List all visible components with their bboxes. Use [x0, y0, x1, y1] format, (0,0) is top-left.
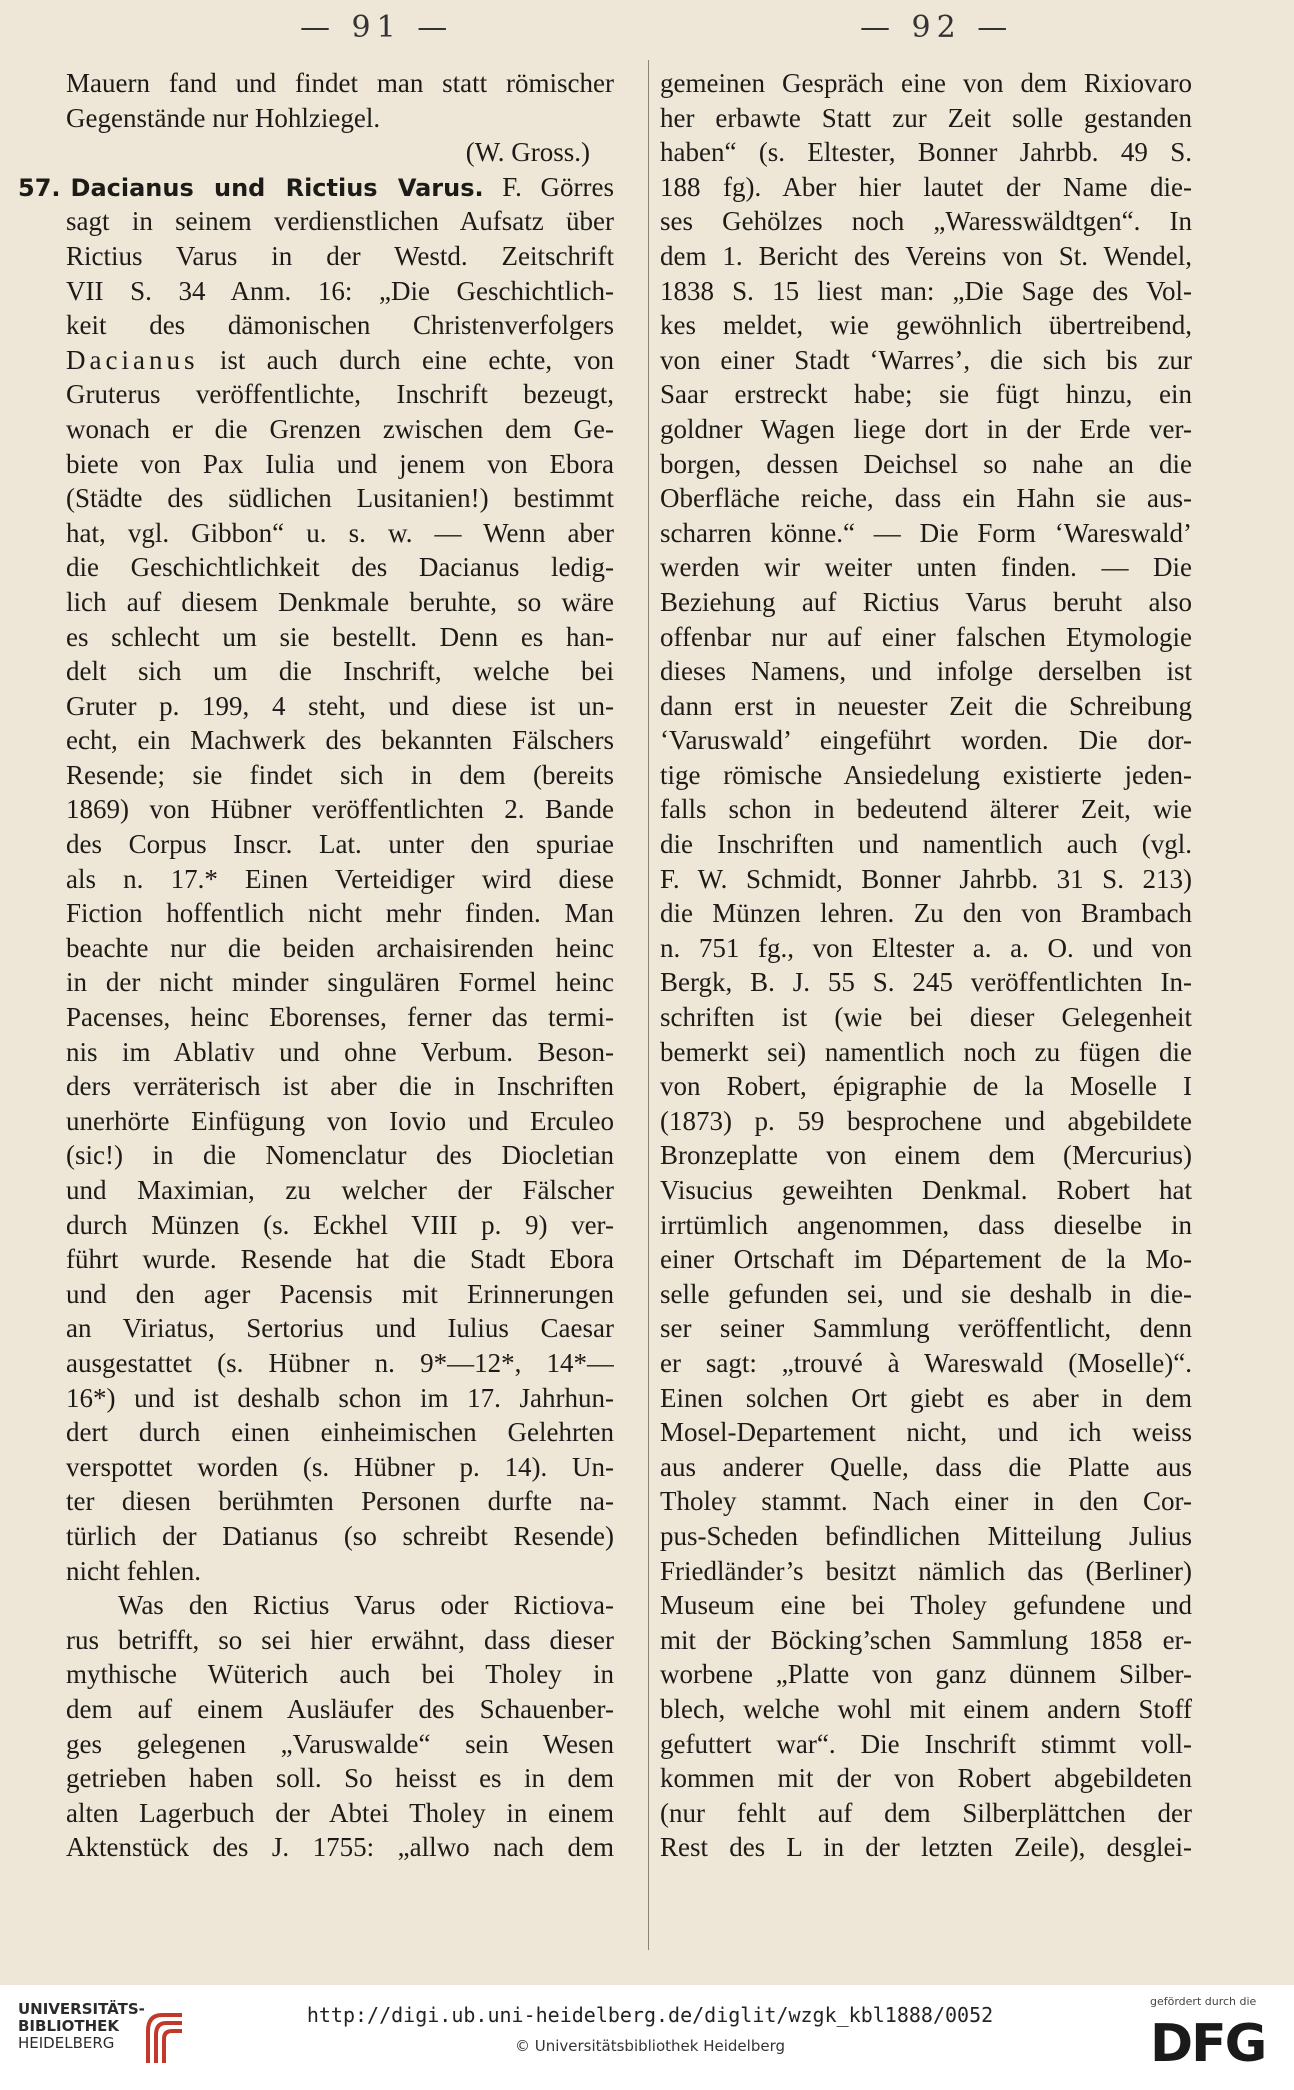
text-line: [66, 101, 614, 136]
line-text: die Inschriften und namentlich auch (vgl.: [660, 829, 1192, 860]
text-line: [66, 1346, 614, 1381]
line-text: n. 751 fg., von Eltester a. a. O. und von: [660, 932, 1192, 963]
line-text: nicht fehlen.: [66, 1555, 201, 1586]
library-emblem-icon: [138, 2001, 194, 2071]
line-text: Fiction hoffentlich nicht mehr finden. Man: [66, 898, 614, 929]
text-line: [660, 412, 1192, 447]
line-text: (nur fehlt auf dem Silberplättchen der: [660, 1797, 1192, 1828]
line-text: aus anderer Quelle, dass die Platte aus: [660, 1451, 1192, 1482]
line-text: unerhörte Einfügung von Iovio und Erculeo: [66, 1105, 614, 1136]
text-line: [66, 1381, 614, 1416]
line-text: Beziehung auf Rictius Varus beruht also: [660, 586, 1192, 617]
text-line: [660, 723, 1192, 758]
line-text: Gruter p. 199, 4 steht, und diese ist un-: [66, 690, 614, 721]
text-line: [660, 654, 1192, 689]
line-text: ses Gehölzes noch „Waresswäldtgen“. In: [660, 206, 1192, 237]
line-text: von Robert, épigraphie de la Moselle I: [660, 1071, 1192, 1102]
line-text: kes meldet, wie gewöhnlich übertreibend,: [660, 310, 1192, 341]
text-line: [66, 1727, 614, 1762]
line-text: mit der Böcking’schen Sammlung 1858 er-: [660, 1624, 1192, 1655]
line-text: dert durch einen einheimischen Gelehrten: [66, 1417, 614, 1448]
page-number-left: — 91 —: [300, 10, 454, 45]
library-name-line3: HEIDELBERG: [18, 2034, 115, 2052]
text-line: [66, 1000, 614, 1035]
text-line: [66, 343, 614, 378]
text-line: [66, 274, 614, 309]
library-logo: [18, 2001, 188, 2071]
text-line: [66, 1208, 614, 1243]
text-line: [660, 792, 1192, 827]
page-number-right: — 92 —: [860, 10, 1014, 45]
text-line: [18, 170, 614, 205]
dfg-logo-text: DFG: [1150, 2014, 1266, 2069]
text-line: [660, 965, 1192, 1000]
text-line: [66, 1277, 614, 1312]
line-text: tige römische Ansiedelung existierte jeden-: [660, 759, 1192, 790]
line-text: kommen mit der von Robert abgebildeten: [660, 1763, 1192, 1794]
line-text: Aktenstück des J. 1755: „allwo nach dem: [66, 1832, 614, 1863]
library-name-line2: BIBLIOTHEK: [18, 2017, 119, 2035]
line-text: (W. Gross.): [465, 137, 590, 168]
text-line: [66, 1830, 614, 1865]
line-text: gefuttert war“. Die Inschrift stimmt voll-: [660, 1728, 1192, 1759]
copyright-notice: © Universitätsbibliothek Heidelberg: [514, 2037, 785, 2055]
line-text: Friedländer’s besitzt nämlich das (Berliner): [660, 1555, 1192, 1586]
text-line: [66, 1415, 614, 1450]
line-text: offenbar nur auf einer falschen Etymologie: [660, 621, 1192, 652]
line-text: und den ager Pacensis mit Erinnerungen: [66, 1278, 614, 1309]
text-line: [66, 1554, 614, 1589]
text-line: [66, 931, 614, 966]
line-text: dieses Namens, und infolge derselben ist: [660, 656, 1192, 687]
text-line: [660, 343, 1192, 378]
text-line: [66, 239, 614, 274]
text-line: [660, 1623, 1192, 1658]
line-text: ter diesen berühmten Personen durfte na-: [66, 1486, 614, 1517]
text-line: [660, 862, 1192, 897]
funding-note: gefördert durch die: [1150, 1995, 1257, 2008]
text-line: [660, 1830, 1192, 1865]
text-line: [660, 239, 1192, 274]
text-line: [66, 1588, 614, 1623]
text-line: [660, 1173, 1192, 1208]
text-line: [660, 377, 1192, 412]
line-text: ‘Varuswald’ eingeführt worden. Die dor-: [660, 725, 1192, 756]
text-line: [66, 550, 614, 585]
dfg-logo: [1150, 2013, 1270, 2069]
text-line: [66, 377, 614, 412]
line-text: worbene „Platte von ganz dünnem Silber-: [660, 1659, 1192, 1690]
line-text: blech, welche wohl mit einem andern Stoff: [660, 1693, 1192, 1724]
text-line: [660, 1484, 1192, 1519]
text-line: [660, 896, 1192, 931]
line-text: dem auf einem Ausläufer des Schauenber-: [66, 1693, 614, 1724]
line-text: her erbawte Statt zur Zeit solle gestanden: [660, 102, 1192, 133]
column-divider: [648, 60, 649, 1950]
line-text: F. W. Schmidt, Bonner Jahrbb. 31 S. 213): [660, 863, 1192, 894]
line-text: Gruterus veröffentlichte, Inschrift bezeugt,: [66, 379, 614, 410]
text-line: [660, 274, 1192, 309]
line-text: einer Ortschaft im Département de la Mo-: [660, 1244, 1192, 1275]
footer-bar: [0, 1985, 1294, 2090]
text-line: [66, 827, 614, 862]
text-line: [660, 308, 1192, 343]
text-line: [66, 412, 614, 447]
line-text: alten Lagerbuch der Abtei Tholey in einem: [66, 1797, 614, 1828]
text-line: [66, 204, 614, 239]
text-line: [66, 1623, 614, 1658]
line-text: keit des dämonischen Christenverfolgers: [66, 310, 614, 341]
text-line: [66, 1242, 614, 1277]
line-text: F. Görres: [483, 171, 614, 202]
line-text: schriften ist (wie bei dieser Gelegenheit: [660, 1002, 1192, 1033]
text-line: [66, 792, 614, 827]
line-text: Was den Rictius Varus oder Rictiova-: [118, 1590, 614, 1621]
text-line: [66, 620, 614, 655]
text-line: [660, 1000, 1192, 1035]
text-line: [660, 1519, 1192, 1554]
text-line: [660, 550, 1192, 585]
line-text: in der nicht minder singulären Formel heinc: [66, 967, 614, 998]
text-line: [660, 1761, 1192, 1796]
text-line: [660, 1381, 1192, 1416]
library-name-line1: UNIVERSITÄTS-: [18, 2000, 145, 2018]
text-line: [660, 66, 1192, 101]
line-text: Visucius geweihten Denkmal. Robert hat: [660, 1175, 1192, 1205]
line-text: werden wir weiter unten finden. — Die: [660, 552, 1192, 583]
line-text: mythische Wüterich auch bei Tholey in: [66, 1659, 614, 1690]
text-line: [66, 308, 614, 343]
text-line: [660, 1104, 1192, 1139]
text-line: [66, 1519, 614, 1554]
text-line: [660, 1727, 1192, 1762]
line-text: ges gelegenen „Varuswalde“ sein Wesen: [66, 1728, 614, 1759]
text-line: [660, 170, 1192, 205]
text-line: [660, 1069, 1192, 1104]
text-line: [66, 66, 614, 101]
right-column: [660, 66, 1192, 1865]
line-text: gemeinen Gespräch eine von dem Rixiovaro: [660, 68, 1192, 98]
text-line: [660, 1242, 1192, 1277]
text-line: [660, 1346, 1192, 1381]
line-text: echt, ein Machwerk des bekannten Fälschers: [66, 725, 614, 756]
text-line: [66, 1796, 614, 1831]
line-text: borgen, dessen Deichsel so nahe an die: [660, 448, 1192, 479]
line-text: Rictius Varus in der Westd. Zeitschrift: [66, 240, 614, 271]
text-line: [66, 1069, 614, 1104]
text-line: [66, 1311, 614, 1346]
text-line: [66, 1692, 614, 1727]
line-text: (1873) p. 59 besprochene und abgebildete: [660, 1105, 1192, 1136]
entry-heading: Dacianus und Rictius Varus.: [70, 173, 484, 202]
line-text: beachte nur die beiden archaisirenden heinc: [66, 932, 614, 963]
text-line: [660, 204, 1192, 239]
line-text: Rest des L in der letzten Zeile), desglei-: [660, 1832, 1192, 1863]
line-text: rus betrifft, so sei hier erwähnt, dass dieser: [66, 1624, 614, 1655]
line-text: ist auch durch eine echte, von: [198, 344, 614, 375]
text-line: [660, 1657, 1192, 1692]
text-line: [660, 1450, 1192, 1485]
line-text: Mauern fand und findet man statt römischer: [66, 68, 614, 98]
left-column: [18, 66, 614, 1865]
line-text: ausgestattet (s. Hübner n. 9*—12*, 14*—: [66, 1347, 614, 1378]
line-text: lich auf diesem Denkmale beruhte, so wäre: [66, 586, 614, 617]
line-text: verspottet worden (s. Hübner p. 14). Un-: [66, 1451, 614, 1482]
text-line: [66, 1657, 614, 1692]
text-line: [660, 827, 1192, 862]
line-text: nis im Ablativ und ohne Verbum. Beson-: [66, 1036, 614, 1067]
text-line: [660, 481, 1192, 516]
line-text: haben“ (s. Eltester, Bonner Jahrbb. 49 S.: [660, 137, 1192, 168]
text-line: [66, 723, 614, 758]
text-line: [660, 447, 1192, 482]
line-text: 188 fg). Aber hier lautet der Name die-: [660, 171, 1192, 202]
line-text: türlich der Datianus (so schreibt Resende): [66, 1520, 614, 1551]
line-text: selle gefunden sei, und sie deshalb in die-: [660, 1278, 1192, 1309]
line-text: 1838 S. 15 liest man: „Die Sage des Vol-: [660, 275, 1192, 306]
line-text: biete von Pax Iulia und jenem von Ebora: [66, 448, 614, 479]
text-line: [660, 585, 1192, 620]
text-line: [660, 1208, 1192, 1243]
text-line: [66, 1173, 614, 1208]
text-line: [660, 689, 1192, 724]
line-text: 1869) von Hübner veröffentlichten 2. Bande: [66, 794, 614, 825]
line-text: an Viriatus, Sertorius und Iulius Caesar: [66, 1313, 614, 1344]
line-text: (sic!) in die Nomenclatur des Diocletian: [66, 1140, 614, 1171]
line-text: getrieben haben soll. So heisst es in dem: [66, 1763, 614, 1794]
line-text: ders verräterisch ist aber die in Inschriften: [66, 1071, 614, 1102]
line-text: durch Münzen (s. Eckhel VIII p. 9) ver-: [66, 1209, 614, 1240]
text-line: [66, 862, 614, 897]
line-text: es schlecht um sie bestellt. Denn es han-: [66, 621, 614, 652]
permalink-url[interactable]: http://digi.ub.uni-heidelberg.de/diglit/wzgk_kbl1888/0052: [306, 2003, 994, 2027]
line-text: irrtümlich angenommen, dass dieselbe in: [660, 1209, 1192, 1240]
line-text: bemerkt sei) namentlich noch zu fügen die: [660, 1036, 1192, 1067]
line-text: delt sich um die Inschrift, welche bei: [66, 656, 614, 687]
line-text: goldner Wagen liege dort in der Erde ver-: [660, 413, 1192, 444]
text-line: [660, 101, 1192, 136]
line-text: Saar erstreckt habe; sie fügt hinzu, ein: [660, 379, 1192, 410]
line-text: Mosel-Departement nicht, und ich weiss: [660, 1417, 1192, 1448]
text-line: [66, 1761, 614, 1796]
line-text: ser seiner Sammlung veröffentlicht, denn: [660, 1313, 1192, 1344]
line-text: dem 1. Bericht des Vereins von St. Wendel,: [660, 240, 1192, 271]
text-line: [66, 585, 614, 620]
text-line: [660, 1277, 1192, 1312]
text-line: [660, 1796, 1192, 1831]
text-line: [660, 1035, 1192, 1070]
line-text: führt wurde. Resende hat die Stadt Ebora: [66, 1244, 614, 1275]
text-line: [660, 516, 1192, 551]
text-line: [660, 135, 1192, 170]
text-line: [66, 689, 614, 724]
line-text: die Münzen lehren. Zu den von Brambach: [660, 898, 1192, 929]
line-text: er sagt: „trouvé à Wareswald (Moselle)“.: [660, 1347, 1192, 1378]
line-text: dann erst in neuester Zeit die Schreibung: [660, 690, 1192, 721]
spaced-name: Dacianus: [66, 344, 199, 375]
text-line: [66, 896, 614, 931]
text-line: [66, 1104, 614, 1139]
text-line: [660, 931, 1192, 966]
line-text: scharren könne.“ — Die Form ‘Wareswald’: [660, 517, 1192, 548]
line-text: sagt in seinem verdienstlichen Aufsatz über: [66, 206, 614, 237]
line-text: und Maximian, zu welcher der Fälscher: [66, 1175, 614, 1205]
line-text: pus-Scheden befindlichen Mitteilung Julius: [660, 1520, 1192, 1551]
line-text: falls schon in bedeutend älterer Zeit, wie: [660, 794, 1192, 825]
text-line: [66, 1450, 614, 1485]
text-line: [66, 1484, 614, 1519]
line-text: von einer Stadt ‘Warres’, die sich bis zur: [660, 344, 1192, 375]
text-line: [66, 135, 614, 170]
line-text: wonach er die Grenzen zwischen dem Ge-: [66, 413, 614, 444]
line-text: Oberfläche reiche, dass ein Hahn sie aus-: [660, 483, 1192, 514]
line-text: Bronzeplatte von einem dem (Mercurius): [660, 1140, 1192, 1171]
text-line: [660, 1311, 1192, 1346]
text-line: [66, 481, 614, 516]
text-line: [66, 654, 614, 689]
line-text: Bergk, B. J. 55 S. 245 veröffentlichten In-: [660, 967, 1192, 998]
text-line: [66, 1138, 614, 1173]
text-line: [660, 1554, 1192, 1589]
line-text: (Städte des südlichen Lusitanien!) bestimmt: [66, 483, 614, 514]
text-line: [660, 1588, 1192, 1623]
text-line: [66, 447, 614, 482]
text-line: [66, 516, 614, 551]
text-line: [660, 1138, 1192, 1173]
line-text: Resende; sie findet sich in dem (bereits: [66, 759, 614, 790]
line-text: des Corpus Inscr. Lat. unter den spuriae: [66, 829, 614, 860]
text-line: [660, 1692, 1192, 1727]
line-text: Gegenstände nur Hohlziegel.: [66, 102, 381, 133]
line-text: Einen solchen Ort giebt es aber in dem: [660, 1382, 1192, 1413]
line-text: Museum eine bei Tholey gefundene und: [660, 1590, 1192, 1621]
entry-number: 57.: [18, 173, 61, 202]
text-line: [66, 1035, 614, 1070]
line-text: die Geschichtlichkeit des Dacianus ledig-: [66, 552, 614, 583]
text-line: [660, 758, 1192, 793]
text-line: [660, 620, 1192, 655]
text-line: [66, 758, 614, 793]
line-text: hat, vgl. Gibbon“ u. s. w. — Wenn aber: [66, 517, 614, 548]
line-text: VII S. 34 Anm. 16: „Die Geschichtlich-: [66, 275, 614, 306]
line-text: Pacenses, heinc Eborenses, ferner das termi-: [66, 1002, 614, 1033]
text-line: [66, 965, 614, 1000]
text-line: [660, 1415, 1192, 1450]
line-text: 16*) und ist deshalb schon im 17. Jahrhun-: [66, 1382, 614, 1413]
line-text: Tholey stammt. Nach einer in den Cor-: [660, 1486, 1192, 1517]
line-text: als n. 17.* Einen Verteidiger wird diese: [66, 863, 614, 894]
